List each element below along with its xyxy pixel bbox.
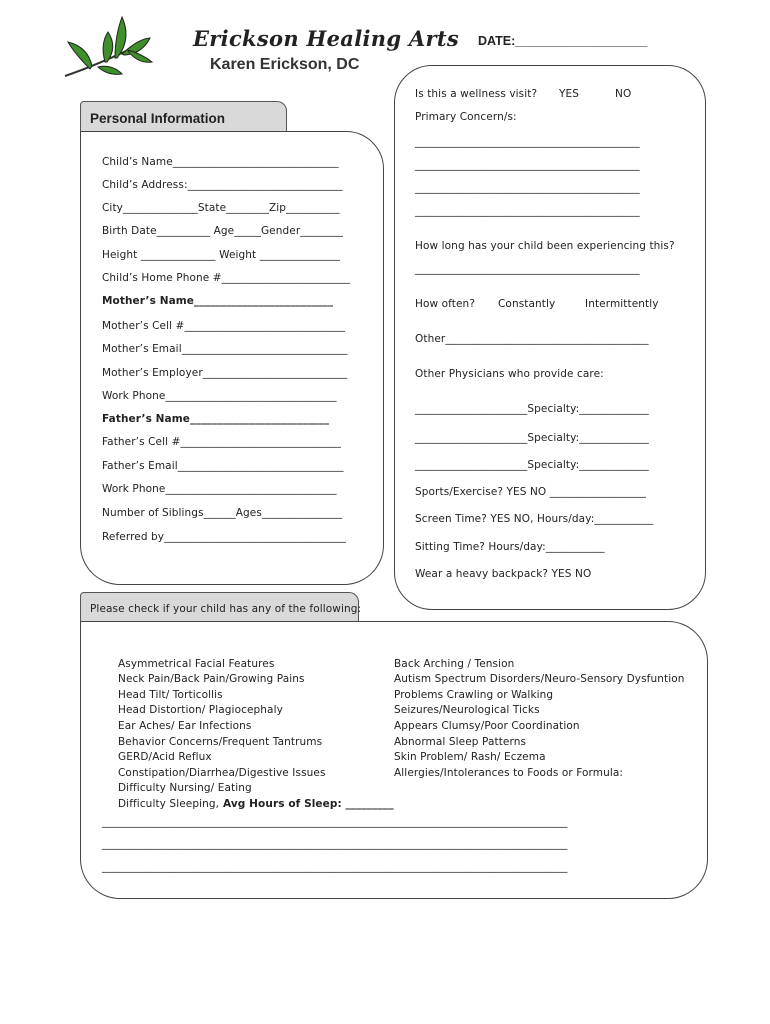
condition-right-item: [386, 658, 514, 670]
concern-line-1[interactable]: __________________________________________: [415, 136, 640, 148]
personal-field-10[interactable]: Work Phone________________________________: [102, 390, 337, 402]
concern-line-3[interactable]: __________________________________________: [415, 182, 640, 194]
personal-field-2[interactable]: City______________State________Zip__________: [102, 202, 340, 214]
condition-right-item: [386, 689, 553, 701]
page-title: Erickson Healing Arts: [193, 26, 460, 51]
condition-label: Difficulty Sleeping,: [118, 798, 220, 810]
how-long-label: How long has your child been experiencing this?: [415, 240, 675, 252]
wellness-question: Is this a wellness visit?: [415, 88, 538, 100]
backpack-row: [415, 568, 591, 580]
condition-label: Head Tilt/ Torticollis: [118, 689, 223, 701]
primary-concern-label: Primary Concern/s:: [415, 111, 517, 123]
personal-field-7[interactable]: Mother’s Cell #______________________________: [102, 320, 345, 332]
condition-label: Skin Problem/ Rash/ Eczema: [394, 751, 546, 763]
condition-left-item: [112, 704, 283, 716]
backpack-yes-label: YES: [551, 568, 575, 580]
sitting-time-field[interactable]: Sitting Time? Hours/day:___________: [415, 541, 605, 553]
conditions-tab-label: Please check if your child has any of the following:: [90, 603, 362, 615]
condition-label: Back Arching / Tension: [394, 658, 515, 670]
personal-field-15[interactable]: Number of Siblings______Ages_______________: [102, 507, 343, 519]
specialty-line-1[interactable]: _____________________Specialty:_____________: [415, 403, 649, 415]
personal-info-tab-label: Personal Information: [90, 111, 226, 126]
page-subtitle: Karen Erickson, DC: [210, 56, 360, 73]
sports-yes-label: YES: [506, 486, 530, 498]
personal-field-8[interactable]: Mother’s Email_______________________________: [102, 343, 348, 355]
condition-left-item: [112, 689, 223, 701]
condition-label: Abnormal Sleep Patterns: [394, 736, 527, 748]
condition-left-item: [112, 798, 219, 810]
condition-label: Seizures/Neurological Ticks: [394, 704, 540, 716]
avg-sleep-field[interactable]: Avg Hours of Sleep: _________: [223, 798, 394, 810]
concern-line-4[interactable]: __________________________________________: [415, 205, 640, 217]
condition-right-item: [386, 704, 540, 716]
personal-field-3[interactable]: Birth Date__________ Age_____Gender________: [102, 225, 344, 237]
condition-left-item: [112, 751, 212, 763]
intermittently-label: Intermittently: [585, 298, 659, 310]
condition-label: Neck Pain/Back Pain/Growing Pains: [118, 673, 305, 685]
other-physicians-label: Other Physicians who provide care:: [415, 368, 604, 380]
screen-time-row: [415, 513, 653, 525]
sports-row: [415, 486, 646, 498]
wellness-yes-label: YES: [559, 88, 580, 100]
condition-label: Behavior Concerns/Frequent Tantrums: [118, 736, 323, 748]
condition-label: Asymmetrical Facial Features: [118, 658, 275, 670]
condition-label: Appears Clumsy/Poor Coordination: [394, 720, 580, 732]
condition-label: Head Distortion/ Plagiocephaly: [118, 704, 283, 716]
personal-field-12[interactable]: Father’s Cell #______________________________: [102, 436, 341, 448]
concern-line-2[interactable]: __________________________________________: [415, 159, 640, 171]
condition-left-item: [112, 658, 274, 670]
condition-right-item: [386, 767, 623, 779]
condition-left-item: [112, 736, 322, 748]
condition-label: Allergies/Intolerances to Foods or Formula:: [394, 767, 624, 779]
personal-field-11[interactable]: Father’s Name__________________________: [102, 413, 330, 425]
condition-label: Ear Aches/ Ear Infections: [118, 720, 252, 732]
personal-field-5[interactable]: Child’s Home Phone #________________________: [102, 272, 351, 284]
personal-field-13[interactable]: Father’s Email_______________________________: [102, 460, 344, 472]
backpack-label: Wear a heavy backpack?: [415, 568, 552, 580]
sports-label: Sports/Exercise?: [415, 486, 507, 498]
backpack-no-label: NO: [574, 568, 592, 580]
notes-line-1[interactable]: _______________________________________________________________________________________: [102, 816, 568, 828]
specialty-line-3[interactable]: _____________________Specialty:_____________: [415, 459, 649, 471]
personal-field-16[interactable]: Referred by__________________________________: [102, 531, 347, 543]
condition-right-item: [386, 720, 580, 732]
sports-no-label: NO __________________: [529, 486, 647, 498]
constantly-label: Constantly: [498, 298, 556, 310]
condition-label: Difficulty Nursing/ Eating: [118, 782, 252, 794]
condition-right-item: [386, 751, 546, 763]
condition-left-item: [112, 782, 252, 794]
screen-yes-label: YES: [490, 513, 514, 525]
specialty-line-2[interactable]: _____________________Specialty:_____________: [415, 432, 649, 444]
personal-field-6[interactable]: Mother’s Name__________________________: [102, 295, 334, 307]
condition-label: Problems Crawling or Walking: [394, 689, 554, 701]
condition-left-item: [112, 767, 326, 779]
leaf-branch-icon: [60, 14, 155, 84]
condition-left-item: [112, 673, 305, 685]
condition-right-item: [386, 673, 685, 685]
wellness-no-label: NO: [615, 88, 632, 100]
personal-field-4[interactable]: Height ______________ Weight _______________: [102, 249, 340, 261]
personal-field-1[interactable]: Child’s Address:_____________________________: [102, 179, 343, 191]
personal-field-0[interactable]: Child’s Name_______________________________: [102, 156, 339, 168]
personal-field-9[interactable]: Mother’s Employer___________________________: [102, 367, 348, 379]
how-often-label: How often?: [415, 298, 475, 310]
condition-label: Constipation/Diarrhea/Digestive Issues: [118, 767, 326, 779]
screen-no-label: NO, Hours/day:___________: [513, 513, 654, 525]
how-long-line[interactable]: __________________________________________: [415, 263, 640, 275]
personal-field-14[interactable]: Work Phone________________________________: [102, 483, 337, 495]
condition-label: Autism Spectrum Disorders/Neuro-Sensory Dysfuntion: [394, 673, 685, 685]
date-field[interactable]: DATE:___________________: [478, 34, 648, 48]
screen-time-label: Screen Time?: [415, 513, 491, 525]
other-field[interactable]: Other______________________________________: [415, 333, 649, 345]
condition-left-item: [112, 720, 251, 732]
condition-right-item: [386, 736, 526, 748]
notes-line-3[interactable]: _______________________________________________________________________________________: [102, 861, 568, 873]
condition-label: GERD/Acid Reflux: [118, 751, 212, 763]
notes-line-2[interactable]: _______________________________________________________________________________________: [102, 838, 568, 850]
